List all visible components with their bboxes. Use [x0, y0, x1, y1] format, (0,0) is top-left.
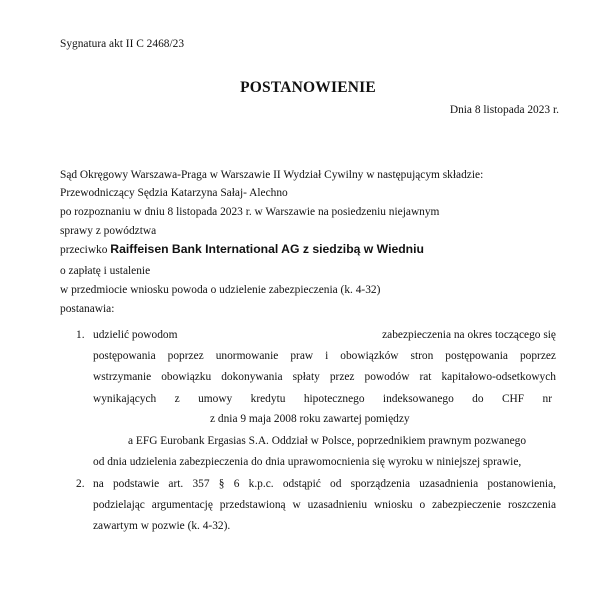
against-line — [60, 242, 424, 257]
item-1-line-1-right: zabezpieczenia na okres toczącego się — [382, 329, 556, 341]
item-2-number: 2. — [76, 478, 85, 490]
defendant-name: Raiffeisen Bank International AG z siedzibą w Wiedniu — [110, 242, 424, 256]
item-2-line-3: zawartym w pozwie (k. 4-32). — [93, 520, 231, 532]
subject-line: w przedmiocie wniosku powoda o udzielenie zabezpieczenia (k. 4-32) — [60, 284, 381, 296]
claim-line: o zapłatę i ustalenie — [60, 265, 151, 277]
item-1-line-6: a EFG Eurobank Ergasias S.A. Oddział w Polsce, poprzednikiem prawnym pozwanego — [128, 435, 527, 447]
item-1-line-3: wstrzymanie obowiązku dokonywania spłaty przez powodów rat kapitałowo-odsetkowych — [93, 371, 556, 383]
case-signature: Sygnatura akt II C 2468/23 — [60, 38, 185, 50]
item-1-line-1-left: udzielić powodom — [93, 329, 178, 341]
item-1-number: 1. — [76, 329, 85, 341]
item-1-line-2: postępowania poprzez unormowanie praw i obowiązków stron postępowania poprzez — [93, 350, 556, 362]
item-2-line-2: podzielając argumentację przedstawioną w uzasadnieniu wniosku o zabezpieczenie roszczenia — [93, 499, 556, 511]
presiding-judge-line: Przewodniczący Sędzia Katarzyna Sałaj- Alechno — [60, 187, 288, 199]
item-2-line-1: na podstawie art. 357 § 6 k.p.c. odstąpić od sporządzenia uzasadnienia postanowienia, — [93, 478, 556, 490]
item-1-line-7: od dnia udzielenia zabezpieczenia do dnia uprawomocnienia się wyroku w niniejszej sprawie, — [93, 456, 522, 468]
against-prefix: przeciwko — [60, 244, 108, 256]
document-title: POSTANOWIENIE — [240, 79, 376, 96]
case-line: sprawy z powództwa — [60, 225, 157, 237]
court-composition-line: Sąd Okręgowy Warszawa-Praga w Warszawie II Wydział Cywilny w następującym składzie: — [60, 169, 484, 181]
item-1-line-4: wynikających z umowy kredytu hipotecznego indeksowanego do CHF nr — [93, 393, 552, 405]
hearing-line: po rozpoznaniu w dniu 8 listopada 2023 r. w Warszawie na posiedzeniu niejawnym — [60, 206, 440, 218]
item-1-line-5: z dnia 9 maja 2008 roku zawartej pomiędzy — [210, 413, 410, 425]
document-date: Dnia 8 listopada 2023 r. — [449, 104, 559, 116]
decision-intro: postanawia: — [60, 303, 115, 315]
